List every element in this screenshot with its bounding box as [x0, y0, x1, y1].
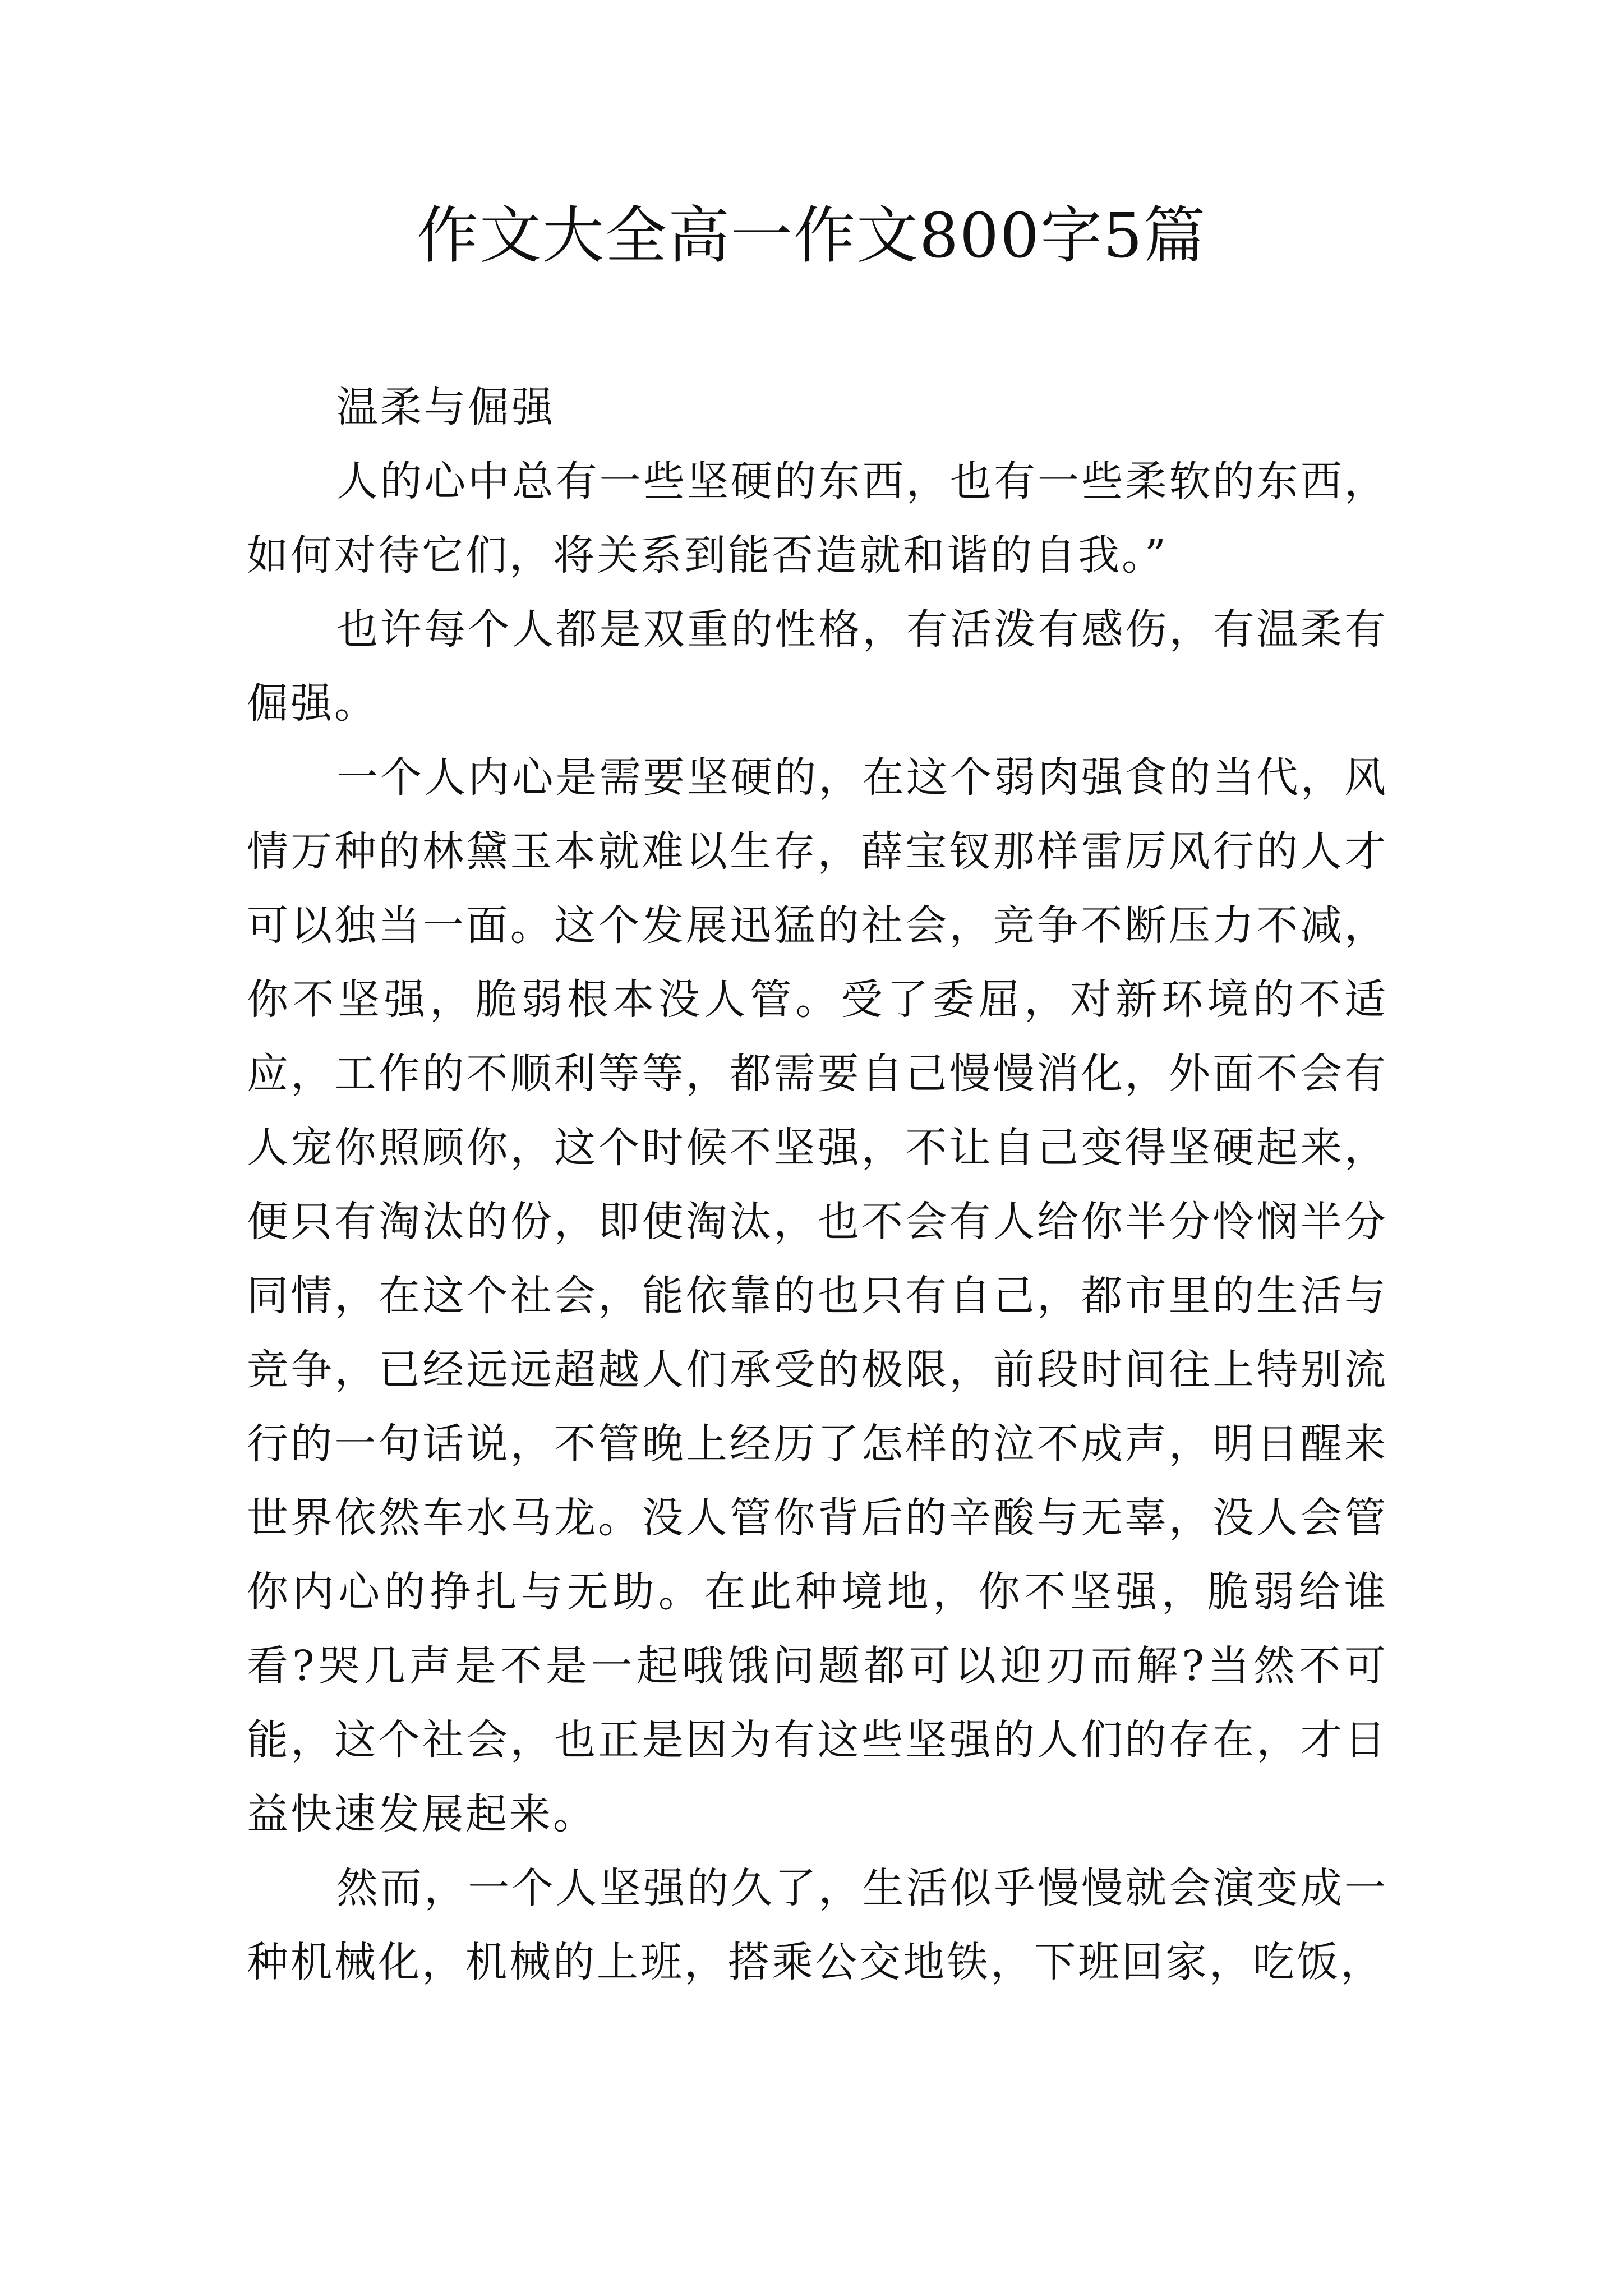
paragraph: 人的心中总有一些坚硬的东西，也有一些柔软的东西，如何对待它们，将关系到能否造就和谐的自我。” — [247, 457, 1388, 579]
document-body — [247, 370, 1388, 1999]
document-title: 作文大全高一作文800字5篇 — [417, 200, 1206, 272]
paragraph: 然而，一个人坚强的久了，生活似乎慢慢就会演变成一种机械化，机械的上班，搭乘公交地铁，下班回家，吃饭， — [247, 1864, 1388, 1986]
paragraph: 也许每个人都是双重的性格，有活泼有感伤，有温柔有倔强。 — [247, 605, 1388, 728]
section-title: 温柔与倔强 — [336, 383, 555, 431]
paragraph: 一个人内心是需要坚硬的，在这个弱肉强食的当代，风情万种的林黛玉本就难以生存，薛宝钗那样雷厉风行的人才可以独当一面。这个发展迅猛的社会，竞争不断压力不减，你不坚强，脆弱根本没人管。受了委屈，对新环境的不适应，工作的不顺利等等，都需要自己慢慢消化，外面不会有人宠你照顾你，这个时候不坚强，不让自己变得坚硬起来，便只有淘汰的份，即使淘汰，也不会有人给你半分怜悯半分同情，在这个社会，能依靠的也只有自己，都市里的生活与竞争，已经远远超越人们承受的极限，前段时间往上特别流行的一句话说，不管晚上经历了怎样的泣不成声，明日醒来世界依然车水马龙。没人管你背后的辛酸与无辜，没人会管你内心的挣扎与无助。在此种境地，你不坚强，脆弱给谁看?哭几声是不是一起哦饿问题都可以迎刃而解?当然不可能，这个社会，也正是因为有这些坚强的人们的存在，才日益快速发展起来。 — [247, 753, 1388, 1838]
